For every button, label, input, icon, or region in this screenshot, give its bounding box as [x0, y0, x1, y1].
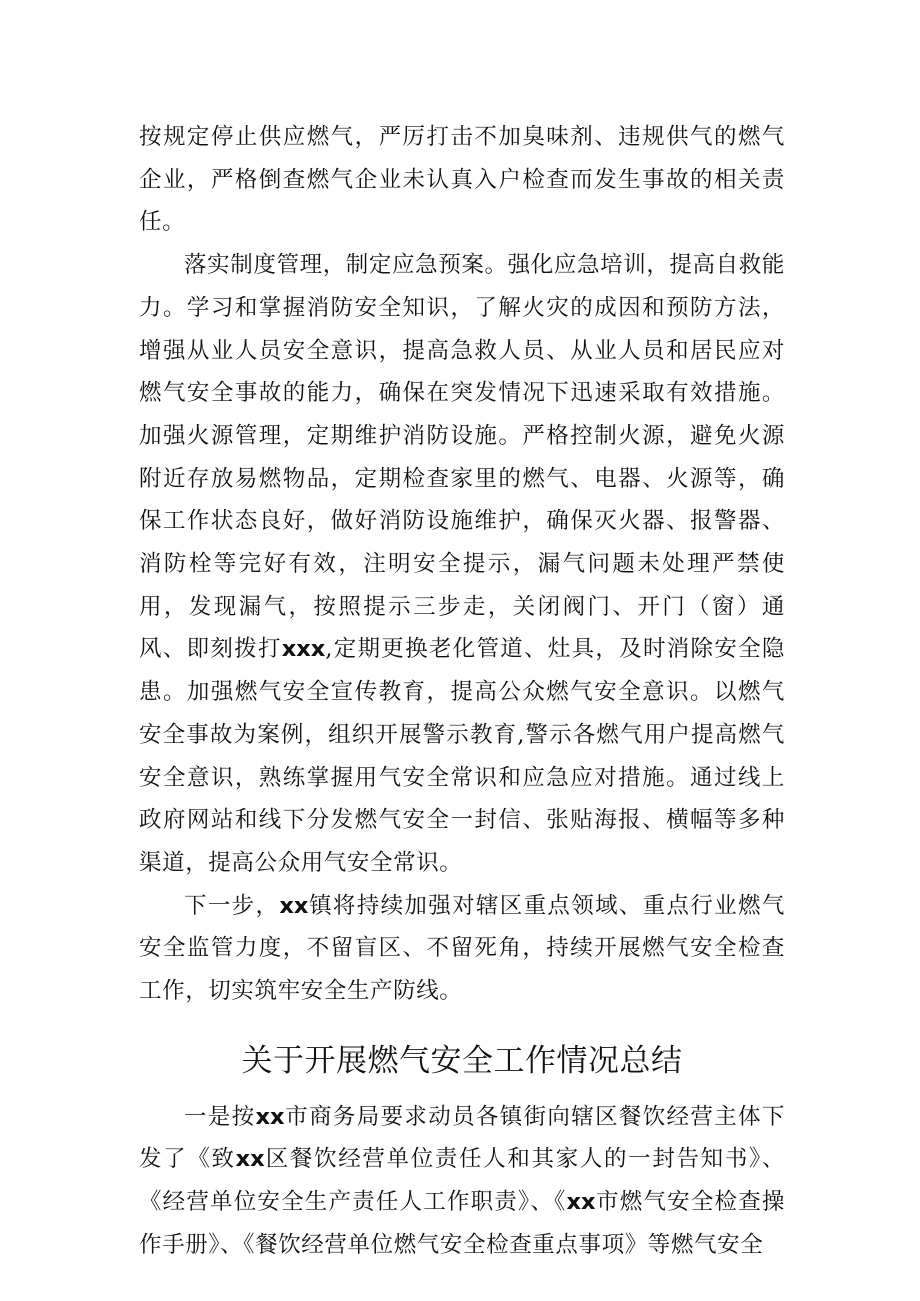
paragraph-text: 市燃气安全检查操作手册》、《餐饮经营单位燃气安全检查重点事项》等燃气安全: [139, 1189, 785, 1258]
section-title: 关于开展燃气安全工作情况总结: [241, 1042, 683, 1079]
paragraph-text: 一是按: [184, 1103, 256, 1130]
placeholder-district-name: xx: [235, 1146, 265, 1173]
paragraph-text: 按规定停止供应燃气，严厉打击不加臭味剂、违规供气的燃气企业，严格倒查燃气企业未认真入户检查而发生事故的相关责任。: [139, 124, 785, 236]
paragraph-text: 区餐饮经营单位责任人和其家人的一封告知书》、《经营单位安全生产责任人工作职责》、《: [139, 1146, 786, 1216]
paragraph-text: 市商务局要求动员各镇街向辖区餐饮经营主体下发了《致: [139, 1103, 785, 1173]
placeholder-phone-number: xxx: [281, 636, 326, 663]
paragraph-continuation: [139, 116, 785, 244]
paragraph-emergency-management: [139, 244, 785, 885]
placeholder-city-name: xx: [255, 1103, 285, 1130]
paragraph-text: 镇将持续加强对辖区重点领域、重点行业燃气安全监管力度，不留盲区、不留死角，持续开展燃气安全检查工作，切实筑牢安全生产防线。: [139, 892, 785, 1005]
placeholder-city-name: xx: [566, 1189, 596, 1216]
paragraph-text: 下一步，: [184, 892, 280, 919]
paragraph-next-step: [139, 885, 785, 1013]
document-body: [139, 116, 785, 1267]
paragraph-text: 落实制度管理，制定应急预案。强化应急培训，提高自救能力。学习和掌握消防安全知识，了解火灾的成因和预防方法，增强从业人员安全意识，提高急救人员、从业人员和居民应对燃气安全事故的能力，确保在突发情况下迅速采取有效措施。加强火源管理，定期维护消防设施。严格控制火源，避免火源附近存放易燃物品，定期检查家里的燃气、电器、火源等，确保工作状态良好，做好消防设施维护，确保灭火器、报警器、消防栓等完好有效，注明安全提示，漏气问题未处理严禁使用，发现漏气，按照提示三步走，关闭阀门、开门（窗）通风、即刻拨打: [139, 252, 785, 663]
placeholder-town-name: xx: [279, 892, 309, 919]
paragraph-text: ,定期更换老化管道、灶具，及时消除安全隐患。加强燃气安全宣传教育，提高公众燃气安全意识。以燃气安全事故为案例，组织开展警示教育,警示各燃气用户提高燃气安全意识，熟练掌握用气安全常识和应急应对措施。通过线上政府网站和线下分发燃气安全一封信、张贴海报、横幅等多种渠道，提高公众用气安全常识。: [139, 636, 785, 876]
paragraph-summary-first: [139, 1096, 785, 1267]
